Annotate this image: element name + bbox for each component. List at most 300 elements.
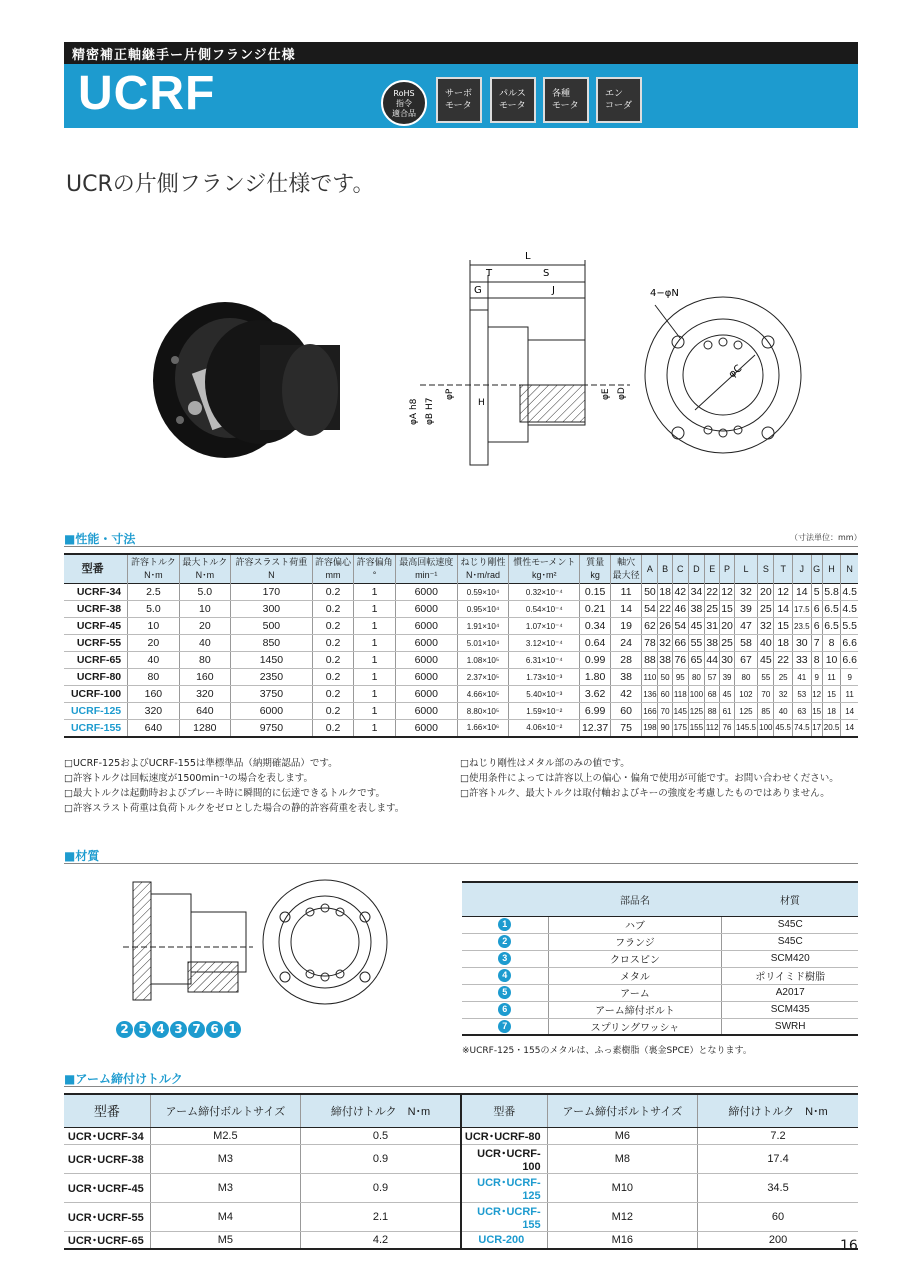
table-cell: M3 [150, 1144, 300, 1173]
note-line: □許容トルク、最大トルクは取付軸およびキーの強度を考慮したものではありません。 [460, 788, 830, 799]
table-cell: 50 [658, 669, 672, 686]
table-cell: 60 [610, 703, 641, 720]
series-title-bar: 精密補正軸継手ー片側フランジ仕様 [64, 42, 858, 64]
callout: 5 [134, 1021, 151, 1038]
table-row [64, 686, 858, 703]
dim-E: φE [601, 388, 611, 400]
table-cell: 1.91×10⁴ [457, 618, 509, 635]
header-cell: E [704, 554, 719, 584]
model-cell: UCRF-45 [64, 618, 128, 635]
section-drawing [400, 245, 640, 470]
num-cell [462, 1001, 548, 1018]
table-cell: 6.99 [580, 703, 611, 720]
table-cell: 0.2 [312, 686, 354, 703]
table-cell: 1.80 [580, 669, 611, 686]
table-row [64, 618, 858, 635]
table-cell: 30 [720, 652, 734, 669]
torque-table [64, 1093, 858, 1250]
table-cell: 8.80×10⁵ [457, 703, 509, 720]
table-cell: 57 [704, 669, 719, 686]
table-cell: 39 [734, 601, 758, 618]
dim-H: H [478, 398, 485, 408]
table-cell: 17.5 [793, 601, 812, 618]
table-cell: 160 [128, 686, 179, 703]
header-cell: 最高回転速度 min⁻¹ [395, 554, 457, 584]
table-cell: 200 [698, 1231, 858, 1249]
table-cell: 28 [610, 652, 641, 669]
material-section-title: ■材質 [64, 849, 100, 863]
table-cell: 5.01×10⁴ [457, 635, 509, 652]
notes-left [64, 756, 404, 816]
header-cell: N [841, 554, 858, 584]
table-cell: 136 [642, 686, 658, 703]
table-cell: 6000 [395, 720, 457, 737]
header-cell: J [793, 554, 812, 584]
table-cell: 100 [688, 686, 704, 703]
note-line: □UCRF-125およびUCRF-155は準標準品（納期確認品）です。 [64, 758, 338, 769]
model-cell: UCR･UCRF-45 [64, 1173, 150, 1202]
num-cell [462, 916, 548, 933]
table-cell: 44 [704, 652, 719, 669]
table-cell: 1.08×10⁵ [457, 652, 509, 669]
table-cell: 61 [720, 703, 734, 720]
table-cell: 6000 [231, 703, 313, 720]
table-cell: 85 [758, 703, 774, 720]
num-cell [462, 984, 548, 1001]
category-encoder-badge: エン コーダ [596, 77, 642, 123]
model-cell: UCR･UCRF-125 [461, 1173, 547, 1202]
table-row [64, 601, 858, 618]
table-cell: M2.5 [150, 1127, 300, 1144]
part-callouts [116, 1018, 242, 1038]
table-cell: 3.62 [580, 686, 611, 703]
table-cell: 10 [128, 618, 179, 635]
table-cell: M3 [150, 1173, 300, 1202]
table-cell: 6000 [395, 618, 457, 635]
material-section-drawing [118, 872, 258, 1012]
table-cell: 40 [128, 652, 179, 669]
divider [64, 1086, 858, 1087]
divider [64, 546, 858, 547]
table-cell: 67 [734, 652, 758, 669]
table-cell: 5.40×10⁻³ [509, 686, 580, 703]
table-cell: 7 [811, 635, 822, 652]
part-number: 3 [498, 952, 511, 965]
material-front-drawing [255, 872, 395, 1012]
table-cell: 0.95×10⁴ [457, 601, 509, 618]
table-cell: 0.34 [580, 618, 611, 635]
note-line: □使用条件によっては許容以上の偏心・偏角で使用が可能です。お問い合わせください。 [460, 773, 839, 784]
table-cell: 40 [758, 635, 774, 652]
table-cell: 34.5 [698, 1173, 858, 1202]
rohs-line-2: 指令 [396, 99, 412, 108]
table-cell: 2.5 [128, 584, 179, 601]
table-cell: 0.64 [580, 635, 611, 652]
table-cell: 25 [774, 669, 793, 686]
header-cell: 許容偏角 ° [354, 554, 396, 584]
table-row [462, 1018, 858, 1035]
model-cell: UCR･UCRF-34 [64, 1127, 150, 1144]
model-cell: UCR-200 [461, 1231, 547, 1249]
table-cell: 1 [354, 652, 396, 669]
category-servo-badge: サーボ モータ [436, 77, 482, 123]
table-row [462, 1001, 858, 1018]
table-cell: 0.54×10⁻⁴ [509, 601, 580, 618]
table-cell: 166 [642, 703, 658, 720]
header-cell: 型番 [461, 1094, 547, 1127]
table-cell: 1 [354, 601, 396, 618]
table-cell: 80 [688, 669, 704, 686]
dim-N: 4−φN [650, 288, 679, 299]
table-cell: M10 [547, 1173, 697, 1202]
part-number: 2 [498, 935, 511, 948]
header-cell: D [688, 554, 704, 584]
callout: 2 [116, 1021, 133, 1038]
table-cell: 0.32×10⁻⁴ [509, 584, 580, 601]
model-title: UCRF [78, 67, 216, 120]
table-cell: 74.5 [793, 720, 812, 737]
model-cell: UCRF-155 [64, 720, 128, 737]
header-cell: 最大トルク N･m [179, 554, 230, 584]
table-cell: 9 [811, 669, 822, 686]
table-cell: 15 [720, 601, 734, 618]
table-cell: 5.0 [128, 601, 179, 618]
dim-D: φD [617, 387, 627, 400]
table-cell: 25 [758, 601, 774, 618]
table-cell: 3.12×10⁻⁴ [509, 635, 580, 652]
part-number: 5 [498, 986, 511, 999]
table-cell: 1.59×10⁻² [509, 703, 580, 720]
table-cell: 6.6 [841, 635, 858, 652]
table-cell: 80 [179, 652, 230, 669]
dim-J: J [552, 285, 555, 296]
table-cell: 0.21 [580, 601, 611, 618]
table-cell: 6000 [395, 669, 457, 686]
table-cell: 55 [688, 635, 704, 652]
table-cell: 32 [658, 635, 672, 652]
table-cell: 25 [720, 635, 734, 652]
table-cell: 20 [128, 635, 179, 652]
material-note: ※UCRF-125・155のメタルは、ふっ素樹脂（裏金SPCE）となります。 [462, 1046, 752, 1056]
dim-C: φC [726, 363, 745, 381]
header-cell: 許容トルク N･m [128, 554, 179, 584]
num-cell [462, 950, 548, 967]
table-cell: 70 [758, 686, 774, 703]
num-cell [462, 967, 548, 984]
callout: 6 [206, 1021, 223, 1038]
table-cell: 11 [841, 686, 858, 703]
table-cell: 12 [720, 584, 734, 601]
table-row [64, 584, 858, 601]
unit-label: （寸法単位：mm） [790, 533, 862, 542]
header-cell: L [734, 554, 758, 584]
table-cell: 4.06×10⁻² [509, 720, 580, 737]
table-cell: 75 [610, 720, 641, 737]
table-cell: 110 [642, 669, 658, 686]
table-cell: 0.59×10⁴ [457, 584, 509, 601]
table-cell: 39 [720, 669, 734, 686]
table-cell: 15 [811, 703, 822, 720]
table-cell: 8 [822, 635, 841, 652]
table-cell: 30 [793, 635, 812, 652]
table-cell: 0.15 [580, 584, 611, 601]
divider [64, 863, 858, 864]
table-cell: M6 [547, 1127, 697, 1144]
table-cell: 145 [672, 703, 688, 720]
table-row [64, 1127, 858, 1144]
tagline: UCRの片側フランジ仕様です。 [66, 172, 375, 197]
table-cell: 63 [793, 703, 812, 720]
model-cell: UCR･UCRF-155 [461, 1202, 547, 1231]
table-cell: 6.5 [822, 601, 841, 618]
table-cell: 46 [672, 601, 688, 618]
table-cell: 78 [642, 635, 658, 652]
category-motor-badge: 各種 モータ [543, 77, 589, 123]
model-cell: UCRF-125 [64, 703, 128, 720]
part-name: アーム [548, 984, 722, 1001]
table-cell: 40 [774, 703, 793, 720]
note-line: □許容トルクは回転速度が1500min⁻¹の場合を表します。 [64, 773, 313, 784]
table-cell: 53 [793, 686, 812, 703]
header-cell: 許容偏心 mm [312, 554, 354, 584]
table-cell: 14 [610, 601, 641, 618]
table-row [64, 703, 858, 720]
part-material: A2017 [722, 984, 858, 1001]
header-cell: C [672, 554, 688, 584]
part-material: SWRH [722, 1018, 858, 1035]
table-row [64, 652, 858, 669]
part-number: 6 [498, 1003, 511, 1016]
table-cell: 32 [734, 584, 758, 601]
table-cell: 11 [610, 584, 641, 601]
table-row [64, 1202, 858, 1231]
table-cell: 175 [672, 720, 688, 737]
header-cell: アーム締付ボルトサイズ [547, 1094, 697, 1127]
category-pulse-badge: パルス モータ [490, 77, 536, 123]
table-cell: 24 [610, 635, 641, 652]
table-cell: 6000 [395, 584, 457, 601]
table-cell: 1.07×10⁻⁴ [509, 618, 580, 635]
front-view-drawing [640, 280, 820, 470]
table-cell: 100 [758, 720, 774, 737]
table-cell: 4.2 [301, 1231, 461, 1249]
header-cell: 材質 [722, 882, 858, 916]
table-cell: M5 [150, 1231, 300, 1249]
table-cell: 33 [793, 652, 812, 669]
table-cell: 0.5 [301, 1127, 461, 1144]
table-cell: 20 [758, 584, 774, 601]
table-cell: M16 [547, 1231, 697, 1249]
table-cell: 0.2 [312, 618, 354, 635]
model-cell: UCR･UCRF-80 [461, 1127, 547, 1144]
model-cell: UCRF-80 [64, 669, 128, 686]
table-cell: 80 [734, 669, 758, 686]
table-cell: 20 [720, 618, 734, 635]
table-cell: 2350 [231, 669, 313, 686]
header-cell: 質量 kg [580, 554, 611, 584]
table-cell: 45 [758, 652, 774, 669]
model-cell: UCR･UCRF-65 [64, 1231, 150, 1249]
table-cell: 76 [720, 720, 734, 737]
dim-G: G [474, 285, 482, 296]
notes-right [460, 756, 839, 801]
table-cell: 6000 [395, 601, 457, 618]
table-cell: 34 [688, 584, 704, 601]
table-cell: M8 [547, 1144, 697, 1173]
table-cell: 45 [688, 618, 704, 635]
callout: 4 [152, 1021, 169, 1038]
part-number: 7 [498, 1020, 511, 1033]
header-cell: P [720, 554, 734, 584]
table-cell: 80 [128, 669, 179, 686]
part-material: S45C [722, 916, 858, 933]
header-cell: G [811, 554, 822, 584]
dim-S: S [543, 268, 550, 279]
table-cell: 125 [688, 703, 704, 720]
callout: 3 [170, 1021, 187, 1038]
table-cell: 118 [672, 686, 688, 703]
part-material: SCM435 [722, 1001, 858, 1018]
model-cell: UCR･UCRF-38 [64, 1144, 150, 1173]
note-line: □ねじり剛性はメタル部のみの値です。 [460, 758, 630, 769]
header-cell: B [658, 554, 672, 584]
part-material: ポリイミド樹脂 [722, 967, 858, 984]
table-cell: 2.37×10⁵ [457, 669, 509, 686]
table-cell: 500 [231, 618, 313, 635]
part-name: メタル [548, 967, 722, 984]
table-cell: 6000 [395, 703, 457, 720]
torque-section-title: ■アーム締付けトルク [64, 1072, 183, 1086]
table-cell: 102 [734, 686, 758, 703]
header-cell: 慣性モーメント kg･m² [509, 554, 580, 584]
table-cell: 1 [354, 720, 396, 737]
table-cell: 26 [658, 618, 672, 635]
table-cell: 18 [658, 584, 672, 601]
table-cell: 6.31×10⁻⁴ [509, 652, 580, 669]
header-cell: 軸穴 最大径 [610, 554, 641, 584]
table-cell: 22 [704, 584, 719, 601]
table-cell: 9 [841, 669, 858, 686]
dim-T: T [486, 268, 493, 279]
table-cell: 11 [822, 669, 841, 686]
table-cell: 145.5 [734, 720, 758, 737]
table-cell: M12 [547, 1202, 697, 1231]
header-cell: 型番 [64, 1094, 150, 1127]
dim-A: φA h8 [409, 398, 419, 425]
table-cell: 0.2 [312, 652, 354, 669]
table-cell: 54 [672, 618, 688, 635]
table-cell: 18 [774, 635, 793, 652]
model-cell: UCRF-38 [64, 601, 128, 618]
header-cell: ねじり剛性 N･m/rad [457, 554, 509, 584]
table-cell: 42 [610, 686, 641, 703]
part-number: 1 [498, 918, 511, 931]
header-cell: H [822, 554, 841, 584]
table-cell: 0.99 [580, 652, 611, 669]
table-cell: 32 [774, 686, 793, 703]
table-cell: 12 [774, 584, 793, 601]
table-cell: 76 [672, 652, 688, 669]
table-cell: 42 [672, 584, 688, 601]
part-name: クロスピン [548, 950, 722, 967]
model-cell: UCRF-55 [64, 635, 128, 652]
callout: 7 [188, 1021, 205, 1038]
table-cell: 19 [610, 618, 641, 635]
model-cell: UCR･UCRF-55 [64, 1202, 150, 1231]
table-cell: 14 [841, 720, 858, 737]
table-cell: 90 [658, 720, 672, 737]
table-cell: 0.2 [312, 635, 354, 652]
header-cell: 締付けトルク N･m [698, 1094, 858, 1127]
table-cell: 88 [704, 703, 719, 720]
table-cell: 62 [642, 618, 658, 635]
table-cell: 1 [354, 584, 396, 601]
spec-section-title: ■性能・寸法 [64, 532, 136, 546]
table-cell: 1.73×10⁻³ [509, 669, 580, 686]
header-cell: A [642, 554, 658, 584]
table-cell: 1 [354, 703, 396, 720]
table-cell: 640 [179, 703, 230, 720]
material-table [462, 881, 858, 1036]
table-cell: 8 [811, 652, 822, 669]
table-cell: 14 [841, 703, 858, 720]
dim-P: φP [445, 388, 455, 400]
table-cell: 31 [704, 618, 719, 635]
table-cell: 23.5 [793, 618, 812, 635]
table-cell: 0.2 [312, 720, 354, 737]
table-cell: 1 [354, 635, 396, 652]
table-cell: 5.5 [841, 618, 858, 635]
table-cell: 2.1 [301, 1202, 461, 1231]
header-cell: 許容スラスト荷重 N [231, 554, 313, 584]
table-cell: 20 [179, 618, 230, 635]
table-cell: 12.37 [580, 720, 611, 737]
part-name: ハブ [548, 916, 722, 933]
part-material: SCM420 [722, 950, 858, 967]
table-cell: 300 [231, 601, 313, 618]
table-cell: 640 [128, 720, 179, 737]
table-cell: 25 [704, 601, 719, 618]
num-cell [462, 933, 548, 950]
table-cell: 38 [610, 669, 641, 686]
table-cell: 40 [179, 635, 230, 652]
table-cell: 6000 [395, 686, 457, 703]
header-cell: S [758, 554, 774, 584]
table-cell: 1.66×10⁶ [457, 720, 509, 737]
table-cell: 38 [658, 652, 672, 669]
table-cell: 14 [793, 584, 812, 601]
table-cell: 6000 [395, 652, 457, 669]
table-cell: 58 [734, 635, 758, 652]
table-cell: 55 [758, 669, 774, 686]
table-cell: 6 [811, 618, 822, 635]
table-cell: 38 [704, 635, 719, 652]
header-cell: 締付けトルク N･m [301, 1094, 461, 1127]
table-cell: 1 [354, 686, 396, 703]
table-row [64, 720, 858, 737]
page-number: 16 [840, 1238, 858, 1254]
table-cell: 15 [822, 686, 841, 703]
callout: 1 [224, 1021, 241, 1038]
dim-B: φB H7 [425, 397, 435, 425]
table-cell: 9750 [231, 720, 313, 737]
table-cell: 1280 [179, 720, 230, 737]
part-number: 4 [498, 969, 511, 982]
note-line: □許容スラスト荷重は負荷トルクをゼロとした場合の静的許容荷重を表します。 [64, 803, 405, 814]
table-cell: 0.2 [312, 703, 354, 720]
table-row [64, 1173, 858, 1202]
table-cell: 66 [672, 635, 688, 652]
